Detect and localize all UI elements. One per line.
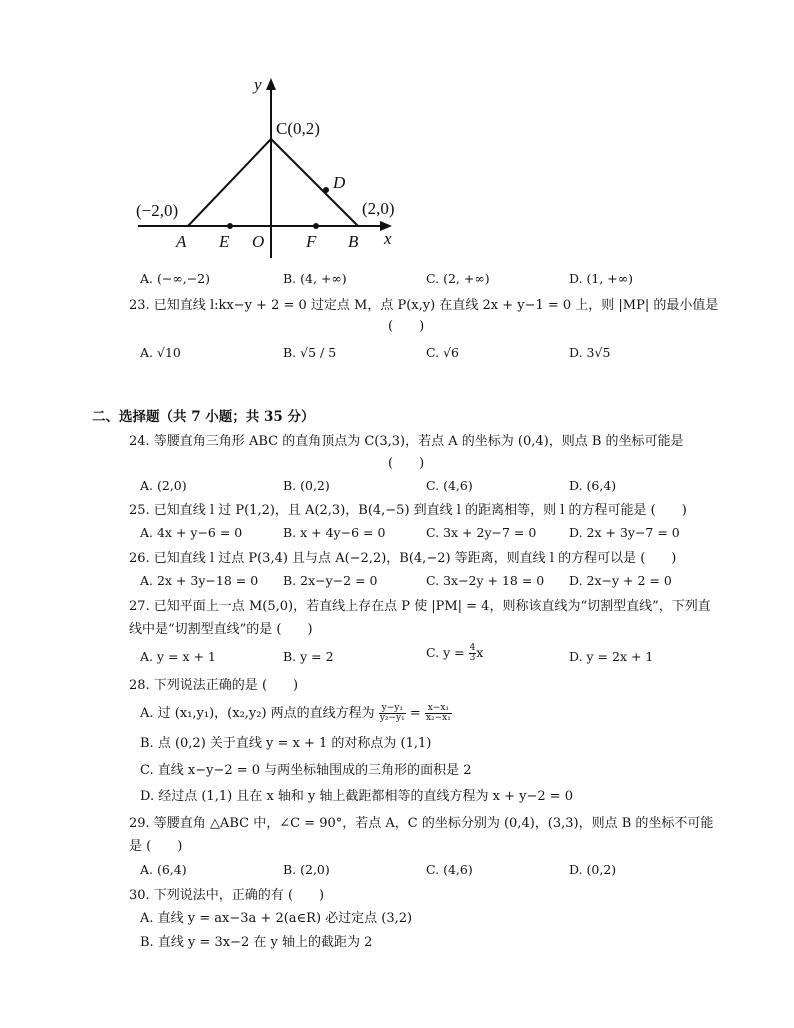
q28-option-b: B. 点 (0,2) 关于直线 y = x + 1 的对称点为 (1,1): [140, 736, 432, 751]
q27-stem-line1: 27. 已知平面上一点 M(5,0)，若直线上存在点 P 使 |PM| = 4，则称该直线为“切割型直线”，下列直: [129, 599, 711, 614]
q24-option-c: C. (4,6): [426, 478, 473, 493]
point-d-dot: [323, 187, 329, 193]
q25-stem: 25. 已知直线 l 过 P(1,2)，且 A(2,3)，B(4,−5) 到直线 l 的距离相等，则 l 的方程可能是 ( ): [129, 503, 687, 518]
q24-option-a: A. (2,0): [140, 478, 187, 493]
q27-stem-line2: 线中是“切割型直线”的是 ( ): [129, 622, 313, 637]
right-coordinate-label: (2,0): [362, 199, 395, 218]
q28-equals: =: [409, 706, 421, 721]
y-axis-arrow: [266, 78, 276, 90]
section-two-title: 二、选择题（共 7 小题；共 35 分）: [92, 409, 315, 425]
q24-stem: 24. 等腰直角三角形 ABC 的直角顶点为 C(3,3)，若点 A 的坐标为 (0,4)，则点 B 的坐标可能是: [129, 434, 684, 449]
q29-stem-line1: 29. 等腰直角 △ABC 中，∠C = 90°，若点 A，C 的坐标分别为 (0,4)，(3,3)，则点 B 的坐标不可能: [129, 816, 714, 831]
q27-option-c: [426, 644, 483, 663]
q27-option-b: B. y = 2: [283, 649, 334, 664]
q28-right-fraction: [425, 704, 452, 723]
point-e-label: E: [219, 232, 230, 251]
segment-ac: [188, 139, 271, 226]
q24-option-d: D. (6,4): [569, 478, 617, 493]
point-c-label: C(0,2): [276, 119, 320, 138]
q27-option-c-denominator: 3: [469, 653, 476, 663]
q26-stem: 26. 已知直线 l 过点 P(3,4) 且与点 A(−2,2)，B(4,−2) 等距离，则直线 l 的方程可以是 ( ): [129, 551, 677, 566]
q23-blank: ( ): [388, 319, 425, 334]
q27-option-c-numerator: 4: [469, 643, 476, 653]
point-d-label: D: [333, 173, 346, 192]
x-axis-label: x: [384, 229, 392, 248]
q27-option-a: A. y = x + 1: [140, 649, 216, 664]
q25-option-c: C. 3x + 2y−7 = 0: [426, 525, 537, 540]
q29-option-d: D. (0,2): [569, 862, 617, 877]
y-axis-label: y: [254, 75, 262, 94]
q22-option-b: B. (4, +∞): [283, 271, 347, 286]
point-f-dot: [313, 223, 319, 229]
q28-left-fraction: [379, 704, 406, 723]
q30-option-b: B. 直线 y = 3x−2 在 y 轴上的截距为 2: [140, 935, 373, 950]
q25-option-b: B. x + 4y−6 = 0: [283, 525, 386, 540]
q29-option-a: A. (6,4): [140, 862, 187, 877]
left-coordinate-label: (−2,0): [136, 201, 179, 220]
point-e-dot: [227, 223, 233, 229]
q28-left-numerator: y−y₁: [379, 704, 406, 714]
q23-option-a: A. √10: [140, 345, 181, 360]
q25-option-a: A. 4x + y−6 = 0: [140, 525, 243, 540]
q30-option-a: A. 直线 y = ax−3a + 2(a∈R) 必过定点 (3,2): [140, 911, 413, 926]
q27-option-c-tail: x: [476, 645, 484, 660]
q22-option-d: D. (1, +∞): [569, 271, 634, 286]
q22-option-c: C. (2, +∞): [426, 271, 490, 286]
point-f-label: F: [306, 232, 317, 251]
q27-option-c-prefix: C. y =: [426, 645, 469, 660]
q26-option-a: A. 2x + 3y−18 = 0: [140, 573, 259, 588]
q28-option-a-text: A. 过 (x₁,y₁)，(x₂,y₂) 两点的直线方程为: [140, 706, 375, 721]
q30-stem: 30. 下列说法中，正确的有 ( ): [129, 888, 325, 903]
q29-option-b: B. (2,0): [283, 862, 330, 877]
q28-left-denominator: y₂−y₁: [379, 713, 405, 723]
q26-option-b: B. 2x−y−2 = 0: [283, 573, 378, 588]
q25-option-d: D. 2x + 3y−7 = 0: [569, 525, 680, 540]
q26-option-c: C. 3x−2y + 18 = 0: [426, 573, 545, 588]
q29-stem-line2: 是 ( ): [129, 839, 183, 854]
q22-option-a: A. (−∞,−2): [140, 271, 211, 286]
q23-stem: 23. 已知直线 l:kx−y + 2 = 0 过定点 M，点 P(x,y) 在直线 2x + y−1 = 0 上，则 |MP| 的最小值是: [129, 298, 719, 313]
origin-label: O: [252, 232, 265, 251]
q28-right-denominator: x₂−x₁: [425, 713, 451, 723]
q24-option-b: B. (0,2): [283, 478, 330, 493]
q26-option-d: D. 2x−y + 2 = 0: [569, 573, 672, 588]
q28-option-c: C. 直线 x−y−2 = 0 与两坐标轴围成的三角形的面积是 2: [140, 763, 472, 778]
q23-option-b: B. √5 / 5: [283, 345, 337, 360]
q29-option-c: C. (4,6): [426, 862, 473, 877]
q28-right-numerator: x−x₁: [425, 704, 452, 714]
q28-stem: 28. 下列说法正确的是 ( ): [129, 678, 299, 693]
q24-blank: ( ): [388, 456, 425, 471]
coordinate-figure: [130, 68, 420, 264]
point-a-label: A: [176, 232, 187, 251]
point-b-label: B: [348, 232, 359, 251]
q28-option-a: [140, 704, 452, 723]
q28-option-d: D. 经过点 (1,1) 且在 x 轴和 y 轴上截距都相等的直线方程为 x + y−2 = 0: [140, 789, 574, 804]
q23-option-c: C. √6: [426, 345, 459, 360]
q27-option-d: D. y = 2x + 1: [569, 649, 654, 664]
q23-option-d: D. 3√5: [569, 345, 611, 360]
